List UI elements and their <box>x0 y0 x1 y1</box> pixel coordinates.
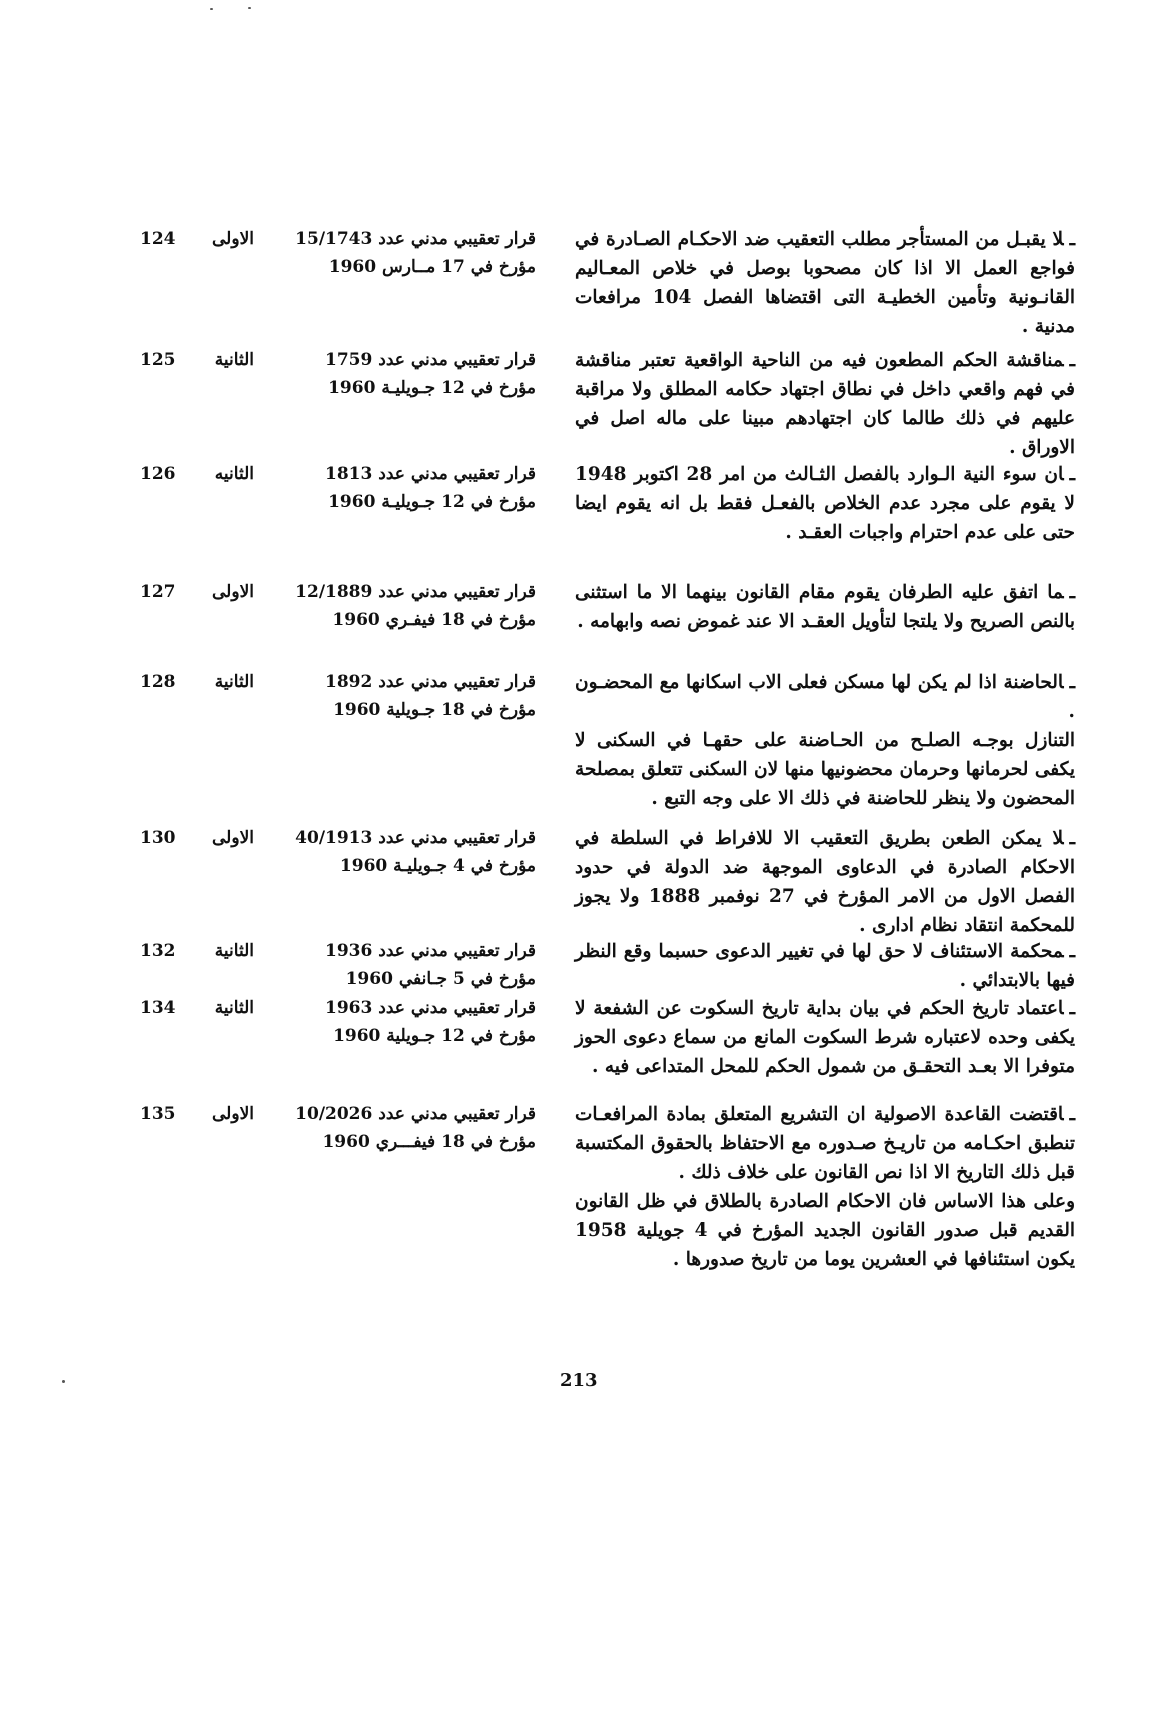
decision-reference <box>258 668 536 724</box>
decision-date-line: مؤرخ في 12 جـويليـة 1960 <box>328 492 536 512</box>
summary-paragraph: ـاعتماد تاريخ الحكم في بيان بداية تاريخ السكوت عن الشفعة لا يكفى وحده لاعتباره شرط السكوت المانع من سماع دعوى الحوز متوفرا الا بعـد التحقـق من شمول الحكم للمحل المتداعى فيه . <box>575 998 1075 1077</box>
entry-number: 128 <box>140 672 176 692</box>
decision-reference <box>258 346 536 402</box>
chamber-label: الاولى <box>212 1104 254 1124</box>
summary-paragraph: ـان سوء النية الـوارد بالفصل الثـالث من امر 28 اكتوبر 1948 لا يقوم على مجرد عدم الخلاص بالفعـل فقط بل انه يقوم ايضا حتى على عدم احترام واجبات العقـد . <box>575 464 1076 543</box>
scan-speck <box>210 8 213 10</box>
ruling-summary <box>575 824 1075 940</box>
decision-reference <box>258 578 536 634</box>
decision-number-line: قرار تعقيبي مدني عدد 1813 <box>325 464 536 484</box>
scan-speck <box>248 7 251 9</box>
entry-number: 134 <box>140 998 176 1018</box>
summary-paragraph: ـمحكمة الاستئناف لا حق لها في تغيير الدعوى حسبما وقع النظر فيها بالابتدائي . <box>575 941 1075 991</box>
summary-paragraph: ـالحاضنة اذا لم يكن لها مسكن فعلى الاب اسكانها مع المحضـون . <box>575 672 1075 722</box>
summary-paragraph: التنازل بوجـه الصلـح من الحـاضنة على حقهـا في السكنى لا يكفى لحرمانها وحرمان محضونيها منها لان السكنى تتعلق بمصلحة المحضون ولا ينظر للحاضنة في ذلك الا على وجه التبع . <box>575 730 1075 809</box>
decision-date-line: مؤرخ في 17 مــارس 1960 <box>328 257 536 277</box>
entry-number: 125 <box>140 350 176 370</box>
entry-number: 135 <box>140 1104 176 1124</box>
ruling-summary <box>575 994 1075 1081</box>
chamber-label: الثانية <box>214 672 254 692</box>
decision-reference <box>258 824 536 880</box>
decision-date-line: مؤرخ في 12 جـويليـة 1960 <box>328 378 536 398</box>
chamber-label: الثانية <box>214 350 254 370</box>
decision-number-line: قرار تعقيبي مدني عدد 1936 <box>325 941 536 961</box>
summary-paragraph: ـلا يقبـل من المستأجر مطلب التعقيب ضد الاحكـام الصـادرة في فواجع العمل الا اذا كان مصحوبا بوصل في خلاص المعـاليم القانـونية وتأمين الخطيـة التى اقتضاها الفصل 104 مرافعات مدنية . <box>575 229 1075 337</box>
decision-reference <box>258 460 536 516</box>
decision-reference <box>258 225 536 281</box>
ruling-summary <box>575 578 1075 636</box>
ruling-summary <box>575 225 1075 341</box>
decision-number-line: قرار تعقيبي مدني عدد 1963 <box>325 998 536 1018</box>
decision-number-line: قرار تعقيبي مدني عدد 12/1889 <box>295 582 536 602</box>
decision-date-line: مؤرخ في 18 جـويلية 1960 <box>333 700 536 720</box>
ruling-summary <box>575 937 1075 995</box>
chamber-label: الثانية <box>214 941 254 961</box>
ruling-summary <box>575 668 1075 813</box>
chamber-label: الاولى <box>212 582 254 602</box>
decision-number-line: قرار تعقيبي مدني عدد 10/2026 <box>295 1104 536 1124</box>
entry-number: 127 <box>140 582 176 602</box>
decision-number-line: قرار تعقيبي مدني عدد 15/1743 <box>295 229 536 249</box>
chamber-label: الاولى <box>212 828 254 848</box>
decision-date-line: مؤرخ في 5 جـانفي 1960 <box>345 969 536 989</box>
summary-paragraph: ـما اتفق عليه الطرفان يقوم مقام القانون بينهما الا ما استثنى بالنص الصريح ولا يلتجا لتأويل العقـد الا عند غموض نصه وابهامه . <box>575 582 1075 632</box>
summary-paragraph: ـمناقشة الحكم المطعون فيه من الناحية الواقعية تعتبر مناقشة في فهم واقعي داخل في نطاق اجتهاد حكامه المطلق ولا مراقبة عليهم في ذلك طالما كان اجتهادهم مبينا على ماله اصل في الاوراق . <box>575 350 1075 458</box>
decision-date-line: مؤرخ في 18 فيفـري 1960 <box>332 610 536 630</box>
entry-number: 132 <box>140 941 176 961</box>
entry-number: 124 <box>140 229 176 249</box>
ruling-summary <box>575 1100 1075 1274</box>
ruling-summary <box>575 346 1075 462</box>
decision-reference <box>258 1100 536 1156</box>
decision-number-line: قرار تعقيبي مدني عدد 1759 <box>325 350 536 370</box>
summary-paragraph: وعلى هذا الاساس فان الاحكام الصادرة بالطلاق في ظل القانون القديم قبل صدور القانون الجديد المؤرخ في 4 جويلية 1958 يكون استئنافها في العشرين يوما من تاريخ صدورها . <box>575 1191 1075 1270</box>
chamber-label: الاولى <box>212 229 254 249</box>
decision-reference <box>258 994 536 1050</box>
chamber-label: الثانيه <box>214 464 254 484</box>
decision-date-line: مؤرخ في 18 فيفـــري 1960 <box>322 1132 536 1152</box>
decision-date-line: مؤرخ في 4 جـويليـة 1960 <box>339 856 536 876</box>
summary-paragraph: ـلا يمكن الطعن بطريق التعقيب الا للافراط في السلطة في الاحكام الصادرة في الدعاوى الموجهة ضد الدولة في حدود الفصل الاول من الامر المؤرخ في 27 نوفمبر 1888 ولا يجوز للمحكمة انتقاد نظام ادارى . <box>575 828 1075 936</box>
entry-number: 130 <box>140 828 176 848</box>
entry-number: 126 <box>140 464 176 484</box>
decision-date-line: مؤرخ في 12 جـويلية 1960 <box>333 1026 536 1046</box>
page-number: 213 <box>560 1370 598 1391</box>
decision-number-line: قرار تعقيبي مدني عدد 1892 <box>325 672 536 692</box>
scan-speck <box>62 1380 65 1383</box>
decision-reference <box>258 937 536 993</box>
decision-number-line: قرار تعقيبي مدني عدد 40/1913 <box>295 828 536 848</box>
ruling-summary <box>575 460 1075 547</box>
summary-paragraph: ـاقتضت القاعدة الاصولية ان التشريع المتعلق بمادة المرافعـات تنطبق احكـامه من تاريـخ صـدوره مع الاحتفاظ بالحقوق المكتسبة قبل ذلك التاريخ الا اذا نص القانون على خلاف ذلك . <box>575 1104 1075 1183</box>
chamber-label: الثانية <box>214 998 254 1018</box>
